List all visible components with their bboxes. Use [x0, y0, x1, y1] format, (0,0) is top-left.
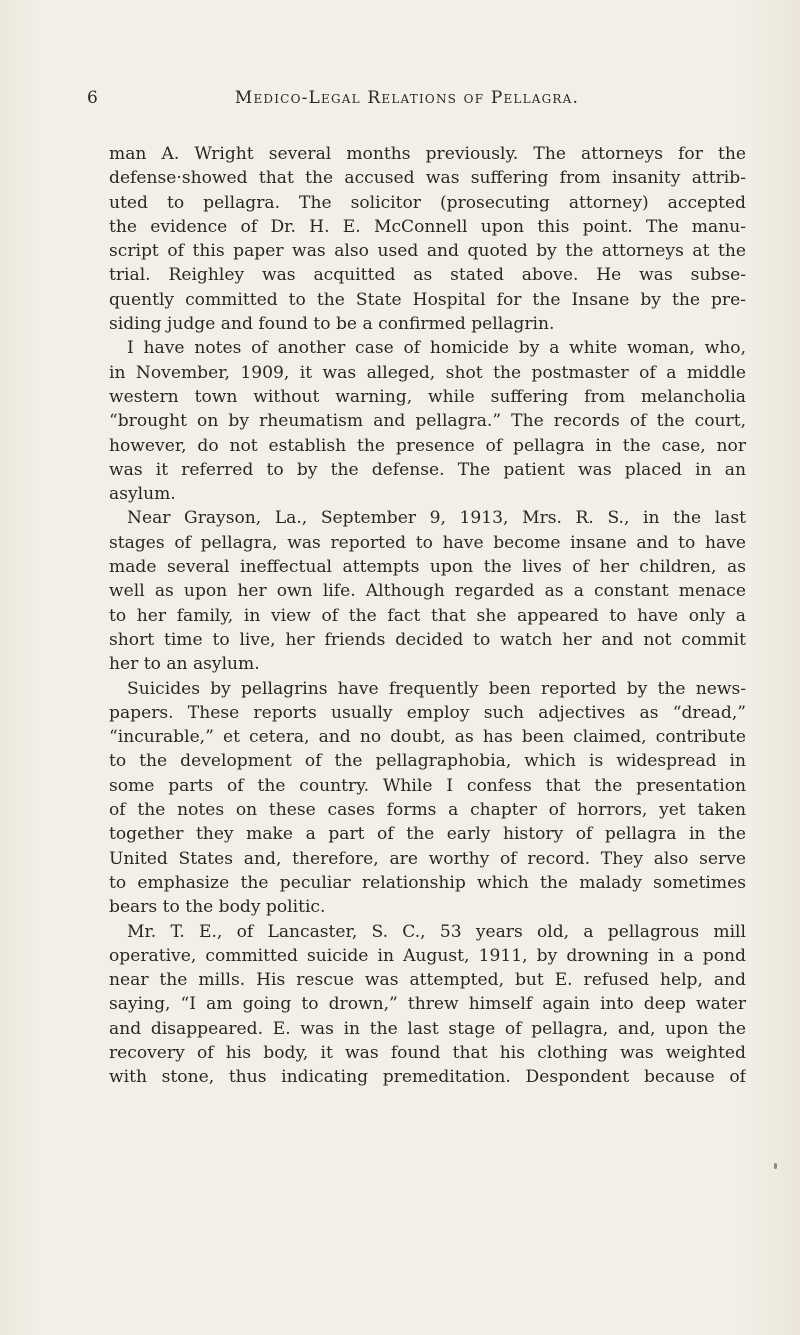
text-line: defense·showed that the accused was suffering from insanity attrib- [109, 168, 746, 189]
text-line: saying, “I am going to drown,” threw himself again into deep water [109, 994, 746, 1015]
text-line: and disappeared. E. was in the last stage of pellagra, and, upon the [109, 1018, 746, 1039]
text-line: her to an asylum. [109, 654, 260, 675]
text-line: well as upon her own life. Although regarded as a constant menace [109, 581, 746, 602]
text-line: recovery of his body, it was found that his clothing was weighted [109, 1042, 746, 1063]
text-line: was it referred to by the defense. The patient was placed in an [109, 459, 746, 480]
running-title: Medico-Legal Relations of Pellagra. [234, 88, 580, 108]
text-line: in November, 1909, it was alleged, shot the postmaster of a middle [109, 362, 746, 383]
text-line: asylum. [109, 484, 176, 505]
text-line: together they make a part of the early history of pellagra in the [109, 824, 746, 845]
paragraph-start-line: Suicides by pellagrins have frequently been reported by the news- [127, 678, 746, 699]
paragraph-start-line: I have notes of another case of homicide by a white woman, who, [127, 338, 746, 359]
paragraph-start-line: Mr. T. E., of Lancaster, S. C., 53 years old, a pellagrous mill [127, 921, 746, 942]
text-line: short time to live, her friends decided to watch her and not commit [109, 629, 746, 650]
text-line: to the development of the pellagraphobia, which is widespread in [109, 751, 746, 772]
text-line: near the mills. His rescue was attempted, but E. refused help, and [109, 970, 746, 991]
text-line: “brought on by rheumatism and pellagra.” The records of the court, [109, 411, 746, 432]
text-line: of the notes on these cases forms a chapter of horrors, yet taken [109, 800, 746, 821]
page-number: 6 [87, 88, 98, 108]
text-line: western town without warning, while suffering from melancholia [109, 386, 746, 407]
text-line: to her family, in view of the fact that she appeared to have only a [109, 605, 746, 626]
text-line: some parts of the country. While I confess that the presentation [109, 775, 746, 796]
text-line: operative, committed suicide in August, 1911, by drowning in a pond [109, 945, 746, 966]
body-text [109, 142, 746, 1090]
text-line: man A. Wright several months previously. The attorneys for the [109, 144, 746, 164]
print-speck [774, 1163, 777, 1169]
text-line: made several ineffectual attempts upon the lives of her children, as [109, 557, 746, 578]
text-line: uted to pellagra. The solicitor (prosecuting attorney) accepted [109, 192, 746, 213]
page-header [87, 88, 727, 116]
text-line: bears to the body politic. [109, 897, 326, 918]
text-line: the evidence of Dr. H. E. McConnell upon this point. The manu- [109, 216, 746, 237]
text-line: stages of pellagra, was reported to have become insane and to have [109, 532, 746, 553]
text-line: “incurable,” et cetera, and no doubt, as has been claimed, contribute [109, 727, 746, 748]
text-line: with stone, thus indicating premeditation. Despondent because of [109, 1067, 746, 1088]
paragraph-start-line: Near Grayson, La., September 9, 1913, Mrs. R. S., in the last [127, 508, 746, 529]
text-line: however, do not establish the presence of pellagra in the case, nor [109, 435, 746, 456]
text-line: to emphasize the peculiar relationship which the malady sometimes [109, 872, 746, 893]
text-line: papers. These reports usually employ such adjectives as “dread,” [109, 702, 746, 723]
text-line: siding judge and found to be a confirmed pellagrin. [109, 314, 555, 335]
text-line: trial. Reighley was acquitted as stated above. He was subse- [109, 265, 746, 286]
text-line: United States and, therefore, are worthy of record. They also serve [109, 848, 746, 869]
text-line: script of this paper was also used and quoted by the attorneys at the [109, 241, 746, 262]
text-line: quently committed to the State Hospital for the Insane by the pre- [109, 289, 746, 310]
